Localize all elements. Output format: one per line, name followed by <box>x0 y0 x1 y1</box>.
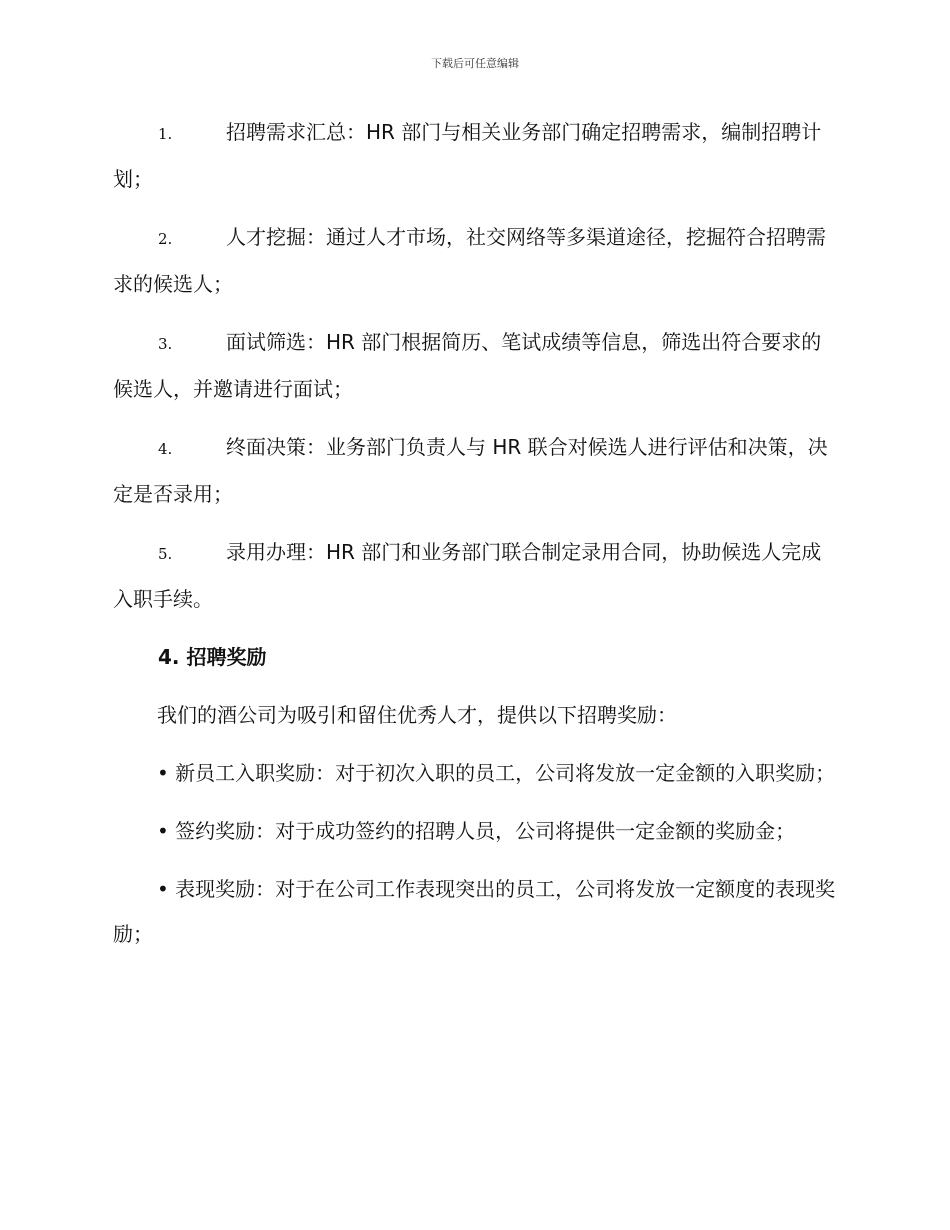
section-heading: 4. 招聘奖励 <box>158 645 267 669</box>
step-item-4 <box>113 425 838 517</box>
step-item-1 <box>113 110 838 202</box>
bullet-item-3: • 表现奖励：对于在公司工作表现突出的员工，公司将发放一定额度的表现奖励； <box>113 877 836 946</box>
step-number: 5. <box>158 545 173 563</box>
step-text: 终面决策：业务部门负责人与 HR 联合对候选人进行评估和决策，决定是否录用； <box>113 435 828 506</box>
step-item-5 <box>113 530 838 622</box>
section-intro: 我们的酒公司为吸引和留住优秀人才，提供以下招聘奖励： <box>157 703 677 727</box>
step-text: 面试筛选：HR 部门根据简历、笔试成绩等信息，筛选出符合要求的候选人，并邀请进行面试； <box>113 330 822 401</box>
step-item-2 <box>113 215 838 307</box>
step-text: 人才挖掘：通过人才市场，社交网络等多渠道途径，挖掘符合招聘需求的候选人； <box>113 225 826 296</box>
document-body <box>113 110 838 970</box>
bullet-item-2: • 签约奖励：对于成功签约的招聘人员，公司将提供一定金额的奖励金； <box>157 819 796 843</box>
step-item-3 <box>113 320 838 412</box>
step-number: 2. <box>158 230 173 248</box>
step-number: 1. <box>158 125 173 143</box>
step-text: 招聘需求汇总：HR 部门与相关业务部门确定招聘需求，编制招聘计划； <box>113 120 822 191</box>
bullet-item-1: • 新员工入职奖励：对于初次入职的员工，公司将发放一定金额的入职奖励； <box>157 761 836 785</box>
step-number: 4. <box>158 440 173 458</box>
page-header: 下载后可任意编辑 <box>431 57 519 70</box>
step-number: 3. <box>158 335 173 353</box>
step-text: 录用办理：HR 部门和业务部门联合制定录用合同，协助候选人完成入职手续。 <box>113 540 822 611</box>
